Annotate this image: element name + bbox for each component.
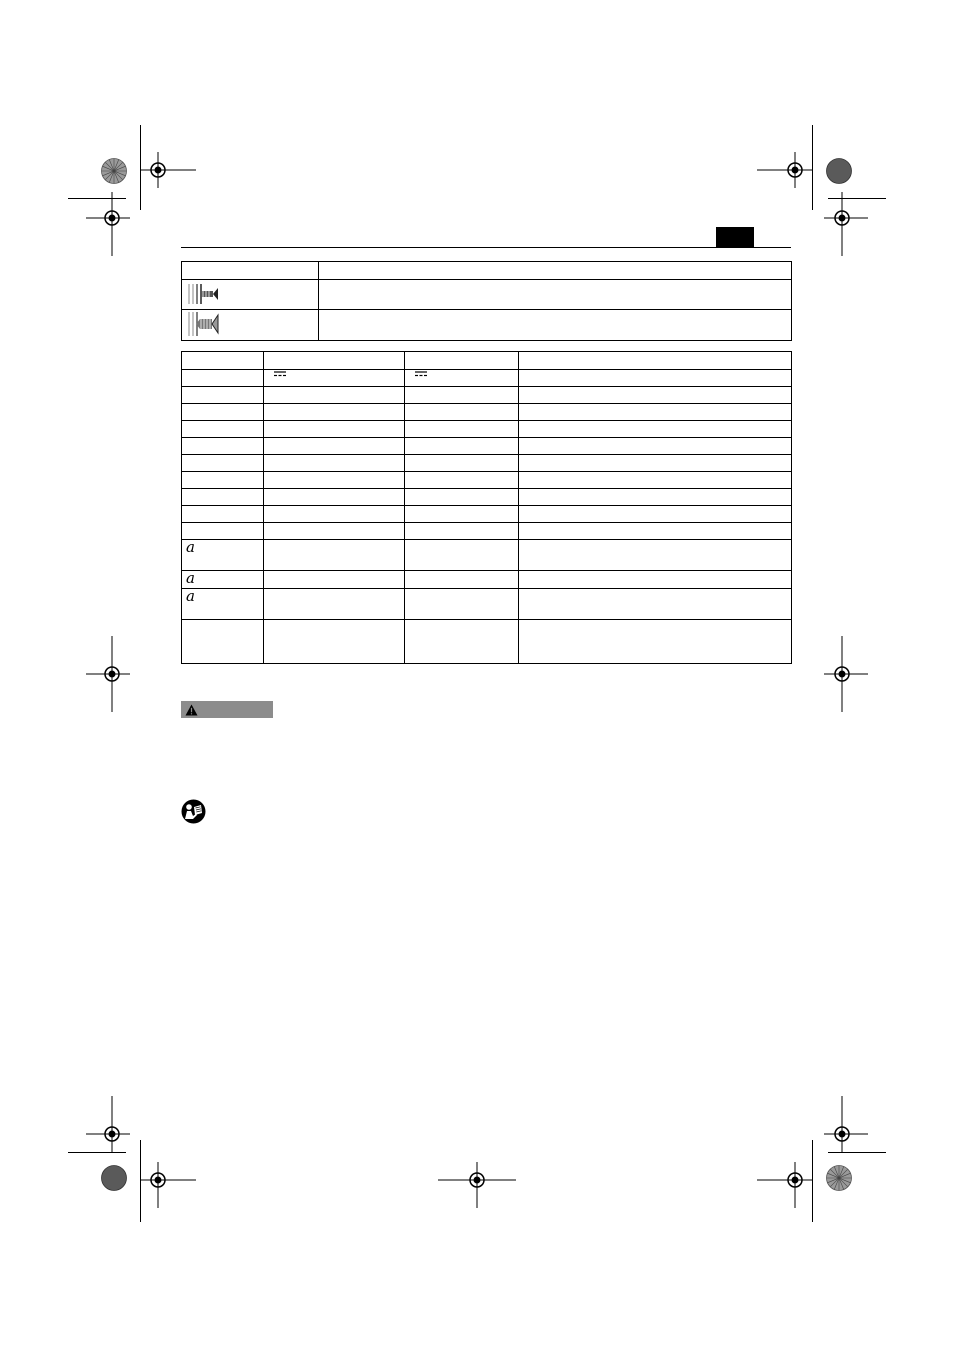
table-cell — [264, 620, 405, 664]
table-cell — [264, 540, 405, 571]
solid-target-icon — [826, 158, 852, 184]
table-cell — [264, 387, 405, 404]
table-row — [182, 571, 792, 589]
symbol-a: a — [186, 587, 195, 605]
table-cell — [319, 280, 792, 310]
table-cell — [182, 421, 264, 438]
table-cell — [264, 506, 405, 523]
screw-small-icon — [186, 282, 226, 306]
table-cell — [405, 438, 519, 455]
table-cell — [182, 571, 264, 589]
table-cell — [519, 589, 792, 620]
table-cell — [519, 571, 792, 589]
table-cell — [319, 310, 792, 341]
table-cell — [182, 370, 264, 387]
table-cell — [182, 472, 264, 489]
table-cell — [182, 540, 264, 571]
warning-bar — [181, 701, 273, 718]
registration-target-icon — [812, 1096, 868, 1152]
table-row — [182, 404, 792, 421]
table-cell — [182, 404, 264, 421]
table-row — [182, 506, 792, 523]
table-row — [182, 523, 792, 540]
table-cell — [264, 571, 405, 589]
table-cell — [405, 404, 519, 421]
table-cell — [319, 262, 792, 280]
solid-target-icon — [101, 1165, 127, 1191]
table-row — [182, 438, 792, 455]
table-cell — [405, 540, 519, 571]
table-cell — [264, 438, 405, 455]
table-cell — [182, 262, 319, 280]
table-cell — [405, 387, 519, 404]
table-cell — [182, 310, 319, 341]
registration-target-icon — [757, 1162, 813, 1208]
table-row — [182, 310, 792, 341]
registration-target-icon — [812, 192, 868, 256]
table-cell — [264, 370, 405, 387]
table-row — [182, 589, 792, 620]
table-row — [182, 489, 792, 506]
symbol-a: a — [186, 569, 195, 587]
table-cell — [405, 571, 519, 589]
table-cell — [519, 421, 792, 438]
table-row — [182, 280, 792, 310]
table-cell — [182, 523, 264, 540]
registration-target-icon — [140, 152, 196, 188]
table-cell — [182, 589, 264, 620]
table-cell — [264, 489, 405, 506]
technical-data-table — [181, 351, 792, 664]
table-cell — [405, 455, 519, 472]
table-row — [182, 370, 792, 387]
table-cell — [182, 280, 319, 310]
table-row — [182, 472, 792, 489]
registration-target-icon — [812, 636, 868, 712]
table-cell — [405, 589, 519, 620]
table-cell — [182, 489, 264, 506]
registration-target-icon — [140, 1162, 196, 1208]
table-cell — [264, 589, 405, 620]
registration-target-icon — [757, 152, 813, 188]
table-cell — [182, 352, 264, 370]
table-cell — [519, 489, 792, 506]
table-cell — [519, 455, 792, 472]
table-cell — [264, 455, 405, 472]
read-manual-icon — [181, 799, 206, 824]
dc-symbol-icon — [415, 371, 427, 377]
table-cell — [405, 421, 519, 438]
table-cell — [519, 438, 792, 455]
table-cell — [264, 421, 405, 438]
table-cell — [182, 506, 264, 523]
starburst-target-icon — [826, 1165, 852, 1191]
table-row — [182, 455, 792, 472]
table-cell — [519, 352, 792, 370]
dc-symbol-icon — [274, 371, 286, 377]
table-row — [182, 262, 792, 280]
crop-mark — [828, 1152, 886, 1153]
language-tab — [716, 227, 754, 247]
table-row — [182, 421, 792, 438]
screw-large-icon — [186, 311, 226, 337]
registration-target-icon — [86, 636, 142, 712]
table-cell — [182, 387, 264, 404]
table-cell — [519, 472, 792, 489]
table-cell — [405, 489, 519, 506]
table-cell — [405, 506, 519, 523]
registration-target-icon — [86, 1096, 142, 1152]
table-cell — [405, 472, 519, 489]
table-cell — [405, 352, 519, 370]
table-cell — [264, 472, 405, 489]
table-cell — [264, 523, 405, 540]
warning-triangle-icon — [185, 704, 198, 716]
table-cell — [405, 370, 519, 387]
table-row — [182, 352, 792, 370]
table-cell — [264, 404, 405, 421]
table-row — [182, 387, 792, 404]
table-row — [182, 620, 792, 664]
symbol-a: a — [186, 538, 195, 556]
table-cell — [519, 387, 792, 404]
table-cell — [182, 438, 264, 455]
crop-mark — [68, 1152, 126, 1153]
table-cell — [519, 506, 792, 523]
table-cell — [519, 370, 792, 387]
registration-target-icon — [438, 1162, 516, 1208]
table-cell — [182, 455, 264, 472]
table-row — [182, 540, 792, 571]
table-cell — [519, 540, 792, 571]
registration-target-icon — [86, 192, 142, 256]
screw-table — [181, 261, 792, 341]
table-cell — [519, 620, 792, 664]
header-rule — [181, 247, 791, 248]
table-cell — [519, 523, 792, 540]
table-cell — [519, 404, 792, 421]
table-cell — [182, 620, 264, 664]
table-cell — [405, 620, 519, 664]
table-cell — [264, 352, 405, 370]
starburst-target-icon — [101, 158, 127, 184]
table-cell — [405, 523, 519, 540]
